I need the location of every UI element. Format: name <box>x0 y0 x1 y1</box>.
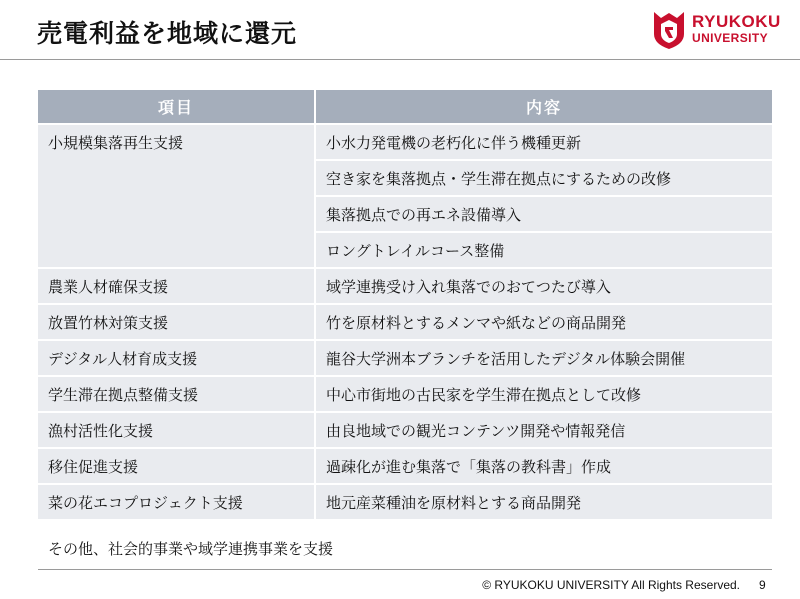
support-table <box>38 90 772 521</box>
slide-title: 売電利益を地域に還元 <box>37 19 298 48</box>
table-row <box>38 377 772 411</box>
footnote: その他、社会的事業や域学連携事業を支援 <box>48 540 334 558</box>
row-contents <box>316 341 772 375</box>
table-body <box>38 125 772 519</box>
header-divider <box>0 59 800 60</box>
row-item: 学生滞在拠点整備支援 <box>38 377 314 411</box>
content-cell: 域学連携受け入れ集落でのおてつたび導入 <box>316 269 772 303</box>
content-cell: 過疎化が進む集落で「集落の教科書」作成 <box>316 449 772 483</box>
content-cell: 地元産菜種油を原材料とする商品開発 <box>316 485 772 519</box>
table-row <box>38 413 772 447</box>
content-cell: 集落拠点での再エネ設備導入 <box>316 197 772 231</box>
copyright: © RYUKOKU UNIVERSITY All Rights Reserved. <box>482 578 740 592</box>
content-cell: 由良地域での観光コンテンツ開発や情報発信 <box>316 413 772 447</box>
table-row <box>38 305 772 339</box>
header-content: 内容 <box>525 98 562 117</box>
table-header <box>38 90 772 123</box>
row-contents <box>316 449 772 483</box>
row-item: デジタル人材育成支援 <box>38 341 314 375</box>
content-cell: 空き家を集落拠点・学生滞在拠点にするための改修 <box>316 161 772 195</box>
row-item: 農業人材確保支援 <box>38 269 314 303</box>
content-cell: 竹を原材料とするメンマや紙などの商品開発 <box>316 305 772 339</box>
row-contents <box>316 377 772 411</box>
table-row <box>38 125 772 267</box>
row-contents <box>316 305 772 339</box>
content-cell: 小水力発電機の老朽化に伴う機種更新 <box>316 125 772 159</box>
logo-text-line1: RYUKOKU <box>692 12 781 31</box>
content-cell: ロングトレイルコース整備 <box>316 233 772 267</box>
content-cell: 中心市街地の古民家を学生滞在拠点として改修 <box>316 377 772 411</box>
row-contents <box>316 485 772 519</box>
row-contents <box>316 125 772 267</box>
ryukoku-emblem-icon <box>652 10 686 50</box>
table-row <box>38 269 772 303</box>
row-item: 漁村活性化支援 <box>38 413 314 447</box>
content-cell: 龍谷大学洲本ブランチを活用したデジタル体験会開催 <box>316 341 772 375</box>
row-item: 菜の花エコプロジェクト支援 <box>38 485 314 519</box>
row-item: 小規模集落再生支援 <box>38 125 314 267</box>
row-item: 移住促進支援 <box>38 449 314 483</box>
footer-divider <box>38 569 772 570</box>
row-item: 放置竹林対策支援 <box>38 305 314 339</box>
logo-text-line2: UNIVERSITY <box>692 31 769 45</box>
table-row <box>38 485 772 519</box>
ryukoku-logo <box>652 10 780 50</box>
header-item: 項目 <box>157 98 194 117</box>
row-contents <box>316 269 772 303</box>
row-contents <box>316 413 772 447</box>
table-row <box>38 449 772 483</box>
page-number: 9 <box>759 578 766 592</box>
table-row <box>38 341 772 375</box>
